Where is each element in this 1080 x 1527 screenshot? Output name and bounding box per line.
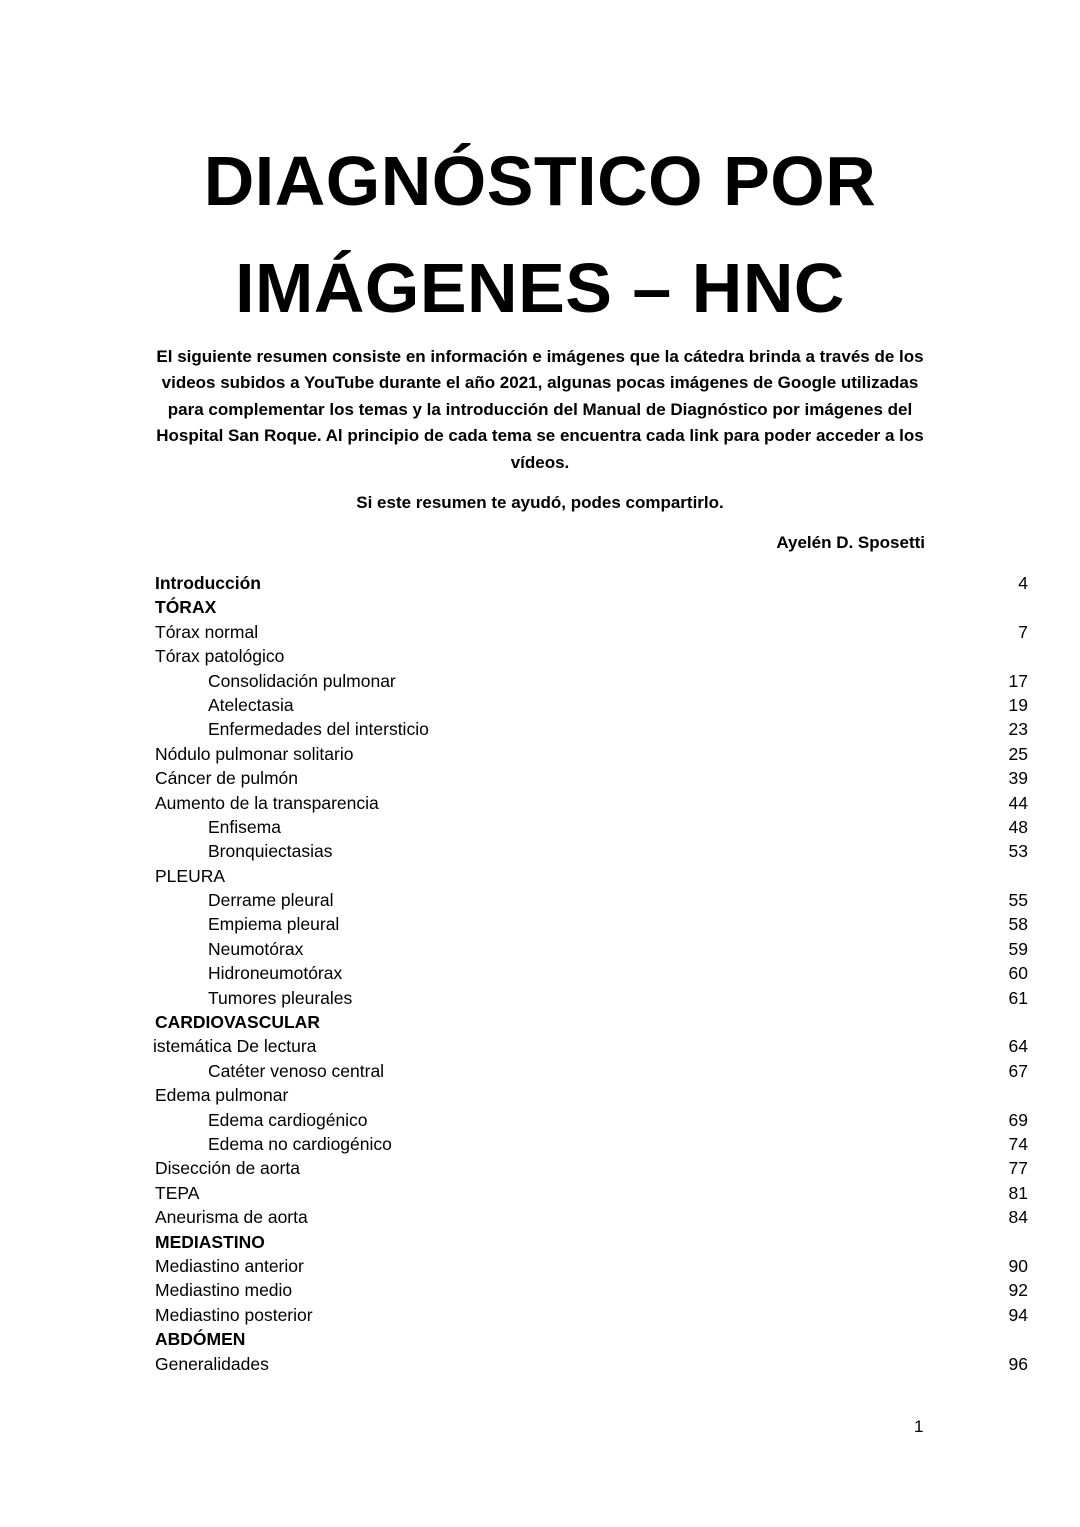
toc-entry-label: Neumotórax bbox=[208, 938, 304, 959]
toc-entry-label: Mediastino posterior bbox=[155, 1304, 313, 1325]
toc-entry-page: 61 bbox=[1008, 987, 1028, 1008]
toc-entry bbox=[155, 766, 1030, 790]
toc-entry-page: 69 bbox=[1008, 1109, 1028, 1130]
toc-entry bbox=[155, 791, 1030, 815]
toc-entry bbox=[155, 1181, 1030, 1205]
toc-entry-label: Aneurisma de aorta bbox=[155, 1207, 308, 1228]
toc-section-cardiovascular bbox=[155, 1010, 1030, 1034]
toc-entry-page: 55 bbox=[1008, 890, 1028, 911]
page-number: 1 bbox=[914, 1417, 924, 1436]
toc-entry-label: Consolidación pulmonar bbox=[208, 670, 396, 691]
toc-subentry bbox=[155, 912, 1030, 936]
toc-entry-page: 48 bbox=[1008, 816, 1028, 837]
document-title-line-1: DIAGNÓSTICO POR bbox=[203, 142, 877, 220]
toc-entry bbox=[155, 1083, 1030, 1107]
toc-entry-label: Aumento de la transparencia bbox=[155, 792, 379, 813]
toc-entry-page: 17 bbox=[1008, 670, 1028, 691]
toc-subentry bbox=[155, 986, 1030, 1010]
toc-section-pleura bbox=[155, 864, 1030, 888]
toc-subentry bbox=[155, 961, 1030, 985]
toc-entry-page: 53 bbox=[1008, 841, 1028, 862]
toc-subentry bbox=[155, 937, 1030, 961]
toc-entry-page: 23 bbox=[1008, 719, 1028, 740]
toc-entry-page: 59 bbox=[1008, 938, 1028, 959]
toc-entry-label: TEPA bbox=[155, 1182, 200, 1203]
toc-entry-page: 58 bbox=[1008, 914, 1028, 935]
toc-entry-label: Empiema pleural bbox=[208, 914, 340, 935]
toc-subentry bbox=[155, 839, 1030, 863]
toc-entry bbox=[155, 1352, 1030, 1376]
toc-entry-introduccion bbox=[155, 571, 1030, 595]
toc-entry-label: Disección de aorta bbox=[155, 1158, 300, 1179]
toc-section-label: CARDIOVASCULAR bbox=[155, 1012, 320, 1033]
toc-entry-label: Mediastino medio bbox=[155, 1280, 293, 1301]
toc-entry-page: 84 bbox=[1008, 1207, 1028, 1228]
share-note: Si este resumen te ayudó, podes compartirlo. bbox=[356, 493, 724, 512]
toc-entry-page: 25 bbox=[1008, 743, 1028, 764]
toc-subentry bbox=[155, 1132, 1030, 1156]
toc-subentry bbox=[155, 717, 1030, 741]
toc-entry-page: 44 bbox=[1008, 792, 1028, 813]
toc-entry-label: istemática De lectura bbox=[153, 1036, 317, 1057]
toc-entry-label: Tumores pleurales bbox=[208, 987, 353, 1008]
toc-subentry bbox=[155, 693, 1030, 717]
toc-subentry bbox=[155, 888, 1030, 912]
toc-entry-label: Mediastino anterior bbox=[155, 1255, 304, 1276]
toc-section-label: ABDÓMEN bbox=[155, 1329, 246, 1350]
toc-section-label: MEDIASTINO bbox=[155, 1231, 265, 1252]
toc-entry-page: 96 bbox=[1008, 1353, 1028, 1374]
toc-entry-label: Edema no cardiogénico bbox=[208, 1133, 392, 1154]
toc-section-label: PLEURA bbox=[155, 865, 226, 886]
toc-entry-page: 4 bbox=[1018, 573, 1028, 593]
toc-entry-page: 64 bbox=[1008, 1036, 1028, 1057]
toc-entry-page: 81 bbox=[1008, 1182, 1028, 1203]
toc-subentry bbox=[155, 1108, 1030, 1132]
toc-section-label: TÓRAX bbox=[155, 597, 217, 618]
toc-entry-page: 90 bbox=[1008, 1255, 1028, 1276]
toc-entry bbox=[155, 742, 1030, 766]
toc-entry-label: Edema pulmonar bbox=[155, 1085, 289, 1106]
toc-entry-page: 19 bbox=[1008, 694, 1028, 715]
toc-subentry bbox=[155, 669, 1030, 693]
toc-entry-label: Nódulo pulmonar solitario bbox=[155, 743, 354, 764]
toc-entry-page: 67 bbox=[1008, 1060, 1028, 1081]
toc-entry bbox=[155, 644, 1030, 668]
toc-entry-label: Tórax patológico bbox=[155, 646, 285, 667]
author-name: Ayelén D. Sposetti bbox=[776, 533, 925, 552]
toc-entry-label: Bronquiectasias bbox=[208, 841, 333, 862]
toc-section-mediastino bbox=[155, 1230, 1030, 1254]
toc-entry-label: Derrame pleural bbox=[208, 890, 334, 911]
table-of-contents bbox=[155, 571, 1030, 1376]
toc-subentry bbox=[155, 815, 1030, 839]
toc-entry-label: Introducción bbox=[155, 573, 261, 593]
toc-entry bbox=[155, 1034, 1030, 1058]
toc-entry bbox=[155, 1156, 1030, 1180]
toc-entry-page: 39 bbox=[1008, 768, 1028, 789]
intro-paragraph: El siguiente resumen consiste en información e imágenes que la cátedra brinda a través de los videos subidos a YouTube durante el año 2021, algunas pocas imágenes de Google utilizadas para complementar los temas y la introducción del Manual de Diagnóstico por imágenes del Hospital San Roque. Al principio de cada tema se encuentra cada link para poder acceder a los vídeos. bbox=[156, 347, 924, 472]
toc-entry-label: Cáncer de pulmón bbox=[155, 768, 298, 789]
toc-section-torax bbox=[155, 595, 1030, 619]
toc-entry-page: 60 bbox=[1008, 963, 1028, 984]
toc-section-abdomen bbox=[155, 1327, 1030, 1351]
toc-entry bbox=[155, 1303, 1030, 1327]
toc-entry bbox=[155, 620, 1030, 644]
toc-entry-label: Edema cardiogénico bbox=[208, 1109, 368, 1130]
toc-entry-page: 92 bbox=[1008, 1280, 1028, 1301]
toc-entry-page: 7 bbox=[1018, 621, 1028, 642]
toc-entry bbox=[155, 1278, 1030, 1302]
toc-entry-label: Catéter venoso central bbox=[208, 1060, 385, 1081]
toc-entry-label: Generalidades bbox=[155, 1353, 269, 1374]
toc-subentry bbox=[155, 1059, 1030, 1083]
toc-entry-label: Enfisema bbox=[208, 816, 281, 837]
toc-entry-page: 74 bbox=[1008, 1133, 1028, 1154]
toc-entry bbox=[155, 1254, 1030, 1278]
document-title-line-2: IMÁGENES – HNC bbox=[235, 249, 845, 327]
toc-entry-page: 77 bbox=[1008, 1158, 1028, 1179]
toc-entry-page: 94 bbox=[1008, 1304, 1028, 1325]
toc-entry bbox=[155, 1205, 1030, 1229]
toc-entry-label: Enfermedades del intersticio bbox=[208, 719, 429, 740]
toc-entry-label: Tórax normal bbox=[155, 621, 259, 642]
toc-entry-label: Hidroneumotórax bbox=[208, 963, 343, 984]
toc-entry-label: Atelectasia bbox=[208, 694, 294, 715]
